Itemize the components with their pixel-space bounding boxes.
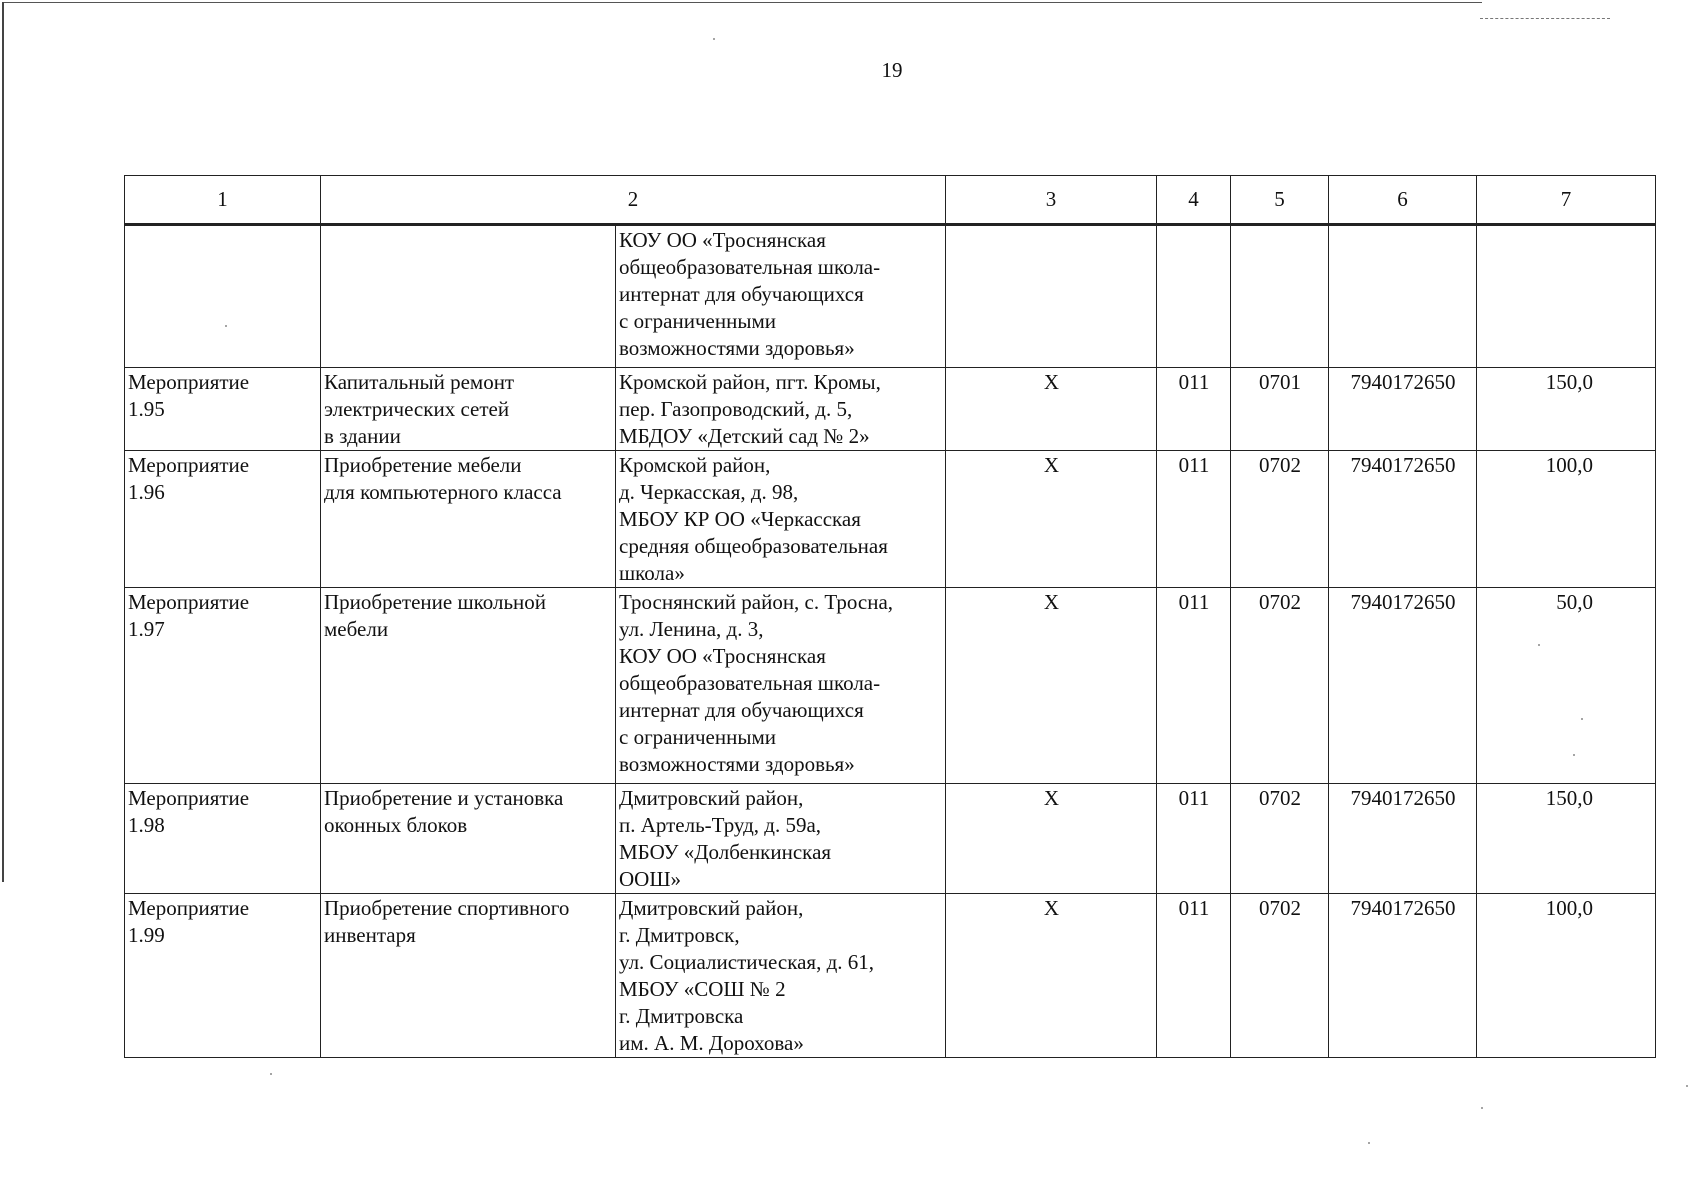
- cell-text-line: 1.98: [128, 813, 165, 837]
- cell-text-line: ООШ»: [619, 867, 682, 891]
- header-cell-5: 5: [1231, 176, 1329, 225]
- cell-text-line: МБОУ «Долбенкинская: [619, 840, 832, 864]
- cell-text-line: интернат для обучающихся: [619, 282, 864, 306]
- cell-text-line: с ограниченными: [619, 309, 776, 333]
- budget-table: [124, 175, 1656, 1058]
- scan-speck: [1538, 644, 1540, 646]
- scan-border-top: [2, 2, 1482, 3]
- cell-text-line: общеобразовательная школа-: [619, 255, 881, 279]
- cell-text-line: д. Черкасская, д. 98,: [619, 480, 799, 504]
- scan-speck: [270, 1073, 272, 1075]
- scan-speck: [1581, 718, 1583, 720]
- cell-text-line: МБОУ КР ОО «Черкасская: [619, 507, 861, 531]
- event-name-cell: [321, 225, 616, 368]
- col3-cell: Х: [946, 588, 1157, 784]
- amount-cell: 100,0: [1477, 451, 1656, 588]
- col4-cell: 011: [1157, 784, 1231, 894]
- event-number-cell: [125, 894, 321, 1058]
- cell-text-line: г. Дмитровска: [619, 1004, 744, 1028]
- cell-text-line: Кромской район,: [619, 453, 771, 477]
- table-row: [125, 588, 1656, 784]
- cell-text-line: Приобретение мебели: [324, 453, 522, 477]
- event-number-cell: [125, 784, 321, 894]
- cell-text-line: инвентаря: [324, 923, 416, 947]
- col5-cell: 0702: [1231, 894, 1329, 1058]
- table-row: [125, 894, 1656, 1058]
- col3-cell: Х: [946, 368, 1157, 451]
- cell-text-line: в здании: [324, 424, 401, 448]
- cell-text-line: ул. Ленина, д. 3,: [619, 617, 764, 641]
- col4-cell: 011: [1157, 894, 1231, 1058]
- cell-text-line: 1.95: [128, 397, 165, 421]
- cell-text-line: Приобретение школьной: [324, 590, 547, 614]
- scan-speck: [713, 38, 715, 40]
- col5-cell: 0701: [1231, 368, 1329, 451]
- cell-text-line: возможностями здоровья»: [619, 752, 855, 776]
- col6-cell: 7940172650: [1329, 588, 1477, 784]
- scan-speck: [1481, 1107, 1483, 1109]
- cell-text-line: школа»: [619, 561, 685, 585]
- scan-border-top-tail: [1480, 18, 1610, 19]
- col3-cell: Х: [946, 451, 1157, 588]
- cell-text-line: п. Артель-Труд, д. 59а,: [619, 813, 822, 837]
- event-number-cell: [125, 368, 321, 451]
- address-cell: [616, 588, 946, 784]
- cell-text-line: г. Дмитровск,: [619, 923, 740, 947]
- col5-cell: 0702: [1231, 784, 1329, 894]
- col5-cell: 0702: [1231, 451, 1329, 588]
- cell-text-line: Троснянский район, с. Тросна,: [619, 590, 894, 614]
- address-cell: [616, 784, 946, 894]
- event-name-cell: [321, 368, 616, 451]
- col6-cell: 7940172650: [1329, 784, 1477, 894]
- scan-speck: [1573, 754, 1575, 756]
- cell-text-line: Мероприятие: [128, 453, 250, 477]
- cell-text-line: Мероприятие: [128, 786, 250, 810]
- cell-text-line: МБОУ «СОШ № 2: [619, 977, 786, 1001]
- amount-cell: 100,0: [1477, 894, 1656, 1058]
- cell-text-line: Дмитровский район,: [619, 786, 804, 810]
- col5-cell: 0702: [1231, 588, 1329, 784]
- cell-text-line: общеобразовательная школа-: [619, 671, 881, 695]
- cell-text-line: электрических сетей: [324, 397, 510, 421]
- cell-text-line: возможностями здоровья»: [619, 336, 855, 360]
- event-name-cell: [321, 451, 616, 588]
- scan-speck: [1686, 1085, 1688, 1087]
- cell-text-line: с ограниченными: [619, 725, 776, 749]
- cell-text-line: КОУ ОО «Троснянская: [619, 644, 826, 668]
- cell-text-line: Приобретение и установка: [324, 786, 564, 810]
- table-row: [125, 225, 1656, 368]
- table-header-row: [125, 176, 1656, 225]
- header-cell-6: 6: [1329, 176, 1477, 225]
- amount-cell: 150,0: [1477, 784, 1656, 894]
- scan-speck: [1368, 1142, 1370, 1144]
- col6-cell: [1329, 225, 1477, 368]
- col3-cell: Х: [946, 784, 1157, 894]
- table-row: [125, 784, 1656, 894]
- amount-cell: 150,0: [1477, 368, 1656, 451]
- cell-text-line: 1.97: [128, 617, 165, 641]
- cell-text-line: Дмитровский район,: [619, 896, 804, 920]
- cell-text-line: им. А. М. Дорохова»: [619, 1031, 804, 1055]
- header-cell-1: 1: [125, 176, 321, 225]
- cell-text-line: Мероприятие: [128, 896, 250, 920]
- cell-text-line: ул. Социалистическая, д. 61,: [619, 950, 875, 974]
- cell-text-line: мебели: [324, 617, 389, 641]
- header-cell-3: 3: [946, 176, 1157, 225]
- cell-text-line: Мероприятие: [128, 370, 250, 394]
- col3-cell: Х: [946, 894, 1157, 1058]
- amount-cell: 50,0: [1477, 588, 1656, 784]
- cell-text-line: Кромской район, пгт. Кромы,: [619, 370, 881, 394]
- header-cell-4: 4: [1157, 176, 1231, 225]
- col5-cell: [1231, 225, 1329, 368]
- col6-cell: 7940172650: [1329, 894, 1477, 1058]
- cell-text-line: МБДОУ «Детский сад № 2»: [619, 424, 870, 448]
- page-number: 19: [881, 58, 903, 82]
- col4-cell: 011: [1157, 588, 1231, 784]
- col4-cell: [1157, 225, 1231, 368]
- col3-cell: [946, 225, 1157, 368]
- scan-border-left: [2, 2, 4, 882]
- address-cell: [616, 894, 946, 1058]
- col4-cell: 011: [1157, 368, 1231, 451]
- cell-text-line: КОУ ОО «Троснянская: [619, 228, 826, 252]
- event-number-cell: [125, 225, 321, 368]
- event-number-cell: [125, 451, 321, 588]
- amount-cell: [1477, 225, 1656, 368]
- cell-text-line: Капитальный ремонт: [324, 370, 515, 394]
- event-name-cell: [321, 588, 616, 784]
- cell-text-line: Мероприятие: [128, 590, 250, 614]
- table-row: [125, 368, 1656, 451]
- cell-text-line: пер. Газопроводский, д. 5,: [619, 397, 853, 421]
- cell-text-line: оконных блоков: [324, 813, 468, 837]
- address-cell: [616, 368, 946, 451]
- event-name-cell: [321, 784, 616, 894]
- address-cell: [616, 225, 946, 368]
- cell-text-line: 1.96: [128, 480, 165, 504]
- cell-text-line: для компьютерного класса: [324, 480, 562, 504]
- header-cell-7: 7: [1477, 176, 1656, 225]
- cell-text-line: интернат для обучающихся: [619, 698, 864, 722]
- col6-cell: 7940172650: [1329, 451, 1477, 588]
- cell-text-line: Приобретение спортивного: [324, 896, 570, 920]
- header-cell-2: 2: [321, 176, 946, 225]
- col4-cell: 011: [1157, 451, 1231, 588]
- address-cell: [616, 451, 946, 588]
- event-name-cell: [321, 894, 616, 1058]
- cell-text-line: средняя общеобразовательная: [619, 534, 888, 558]
- scan-speck: [225, 325, 227, 327]
- event-number-cell: [125, 588, 321, 784]
- col6-cell: 7940172650: [1329, 368, 1477, 451]
- table-row: [125, 451, 1656, 588]
- cell-text-line: 1.99: [128, 923, 165, 947]
